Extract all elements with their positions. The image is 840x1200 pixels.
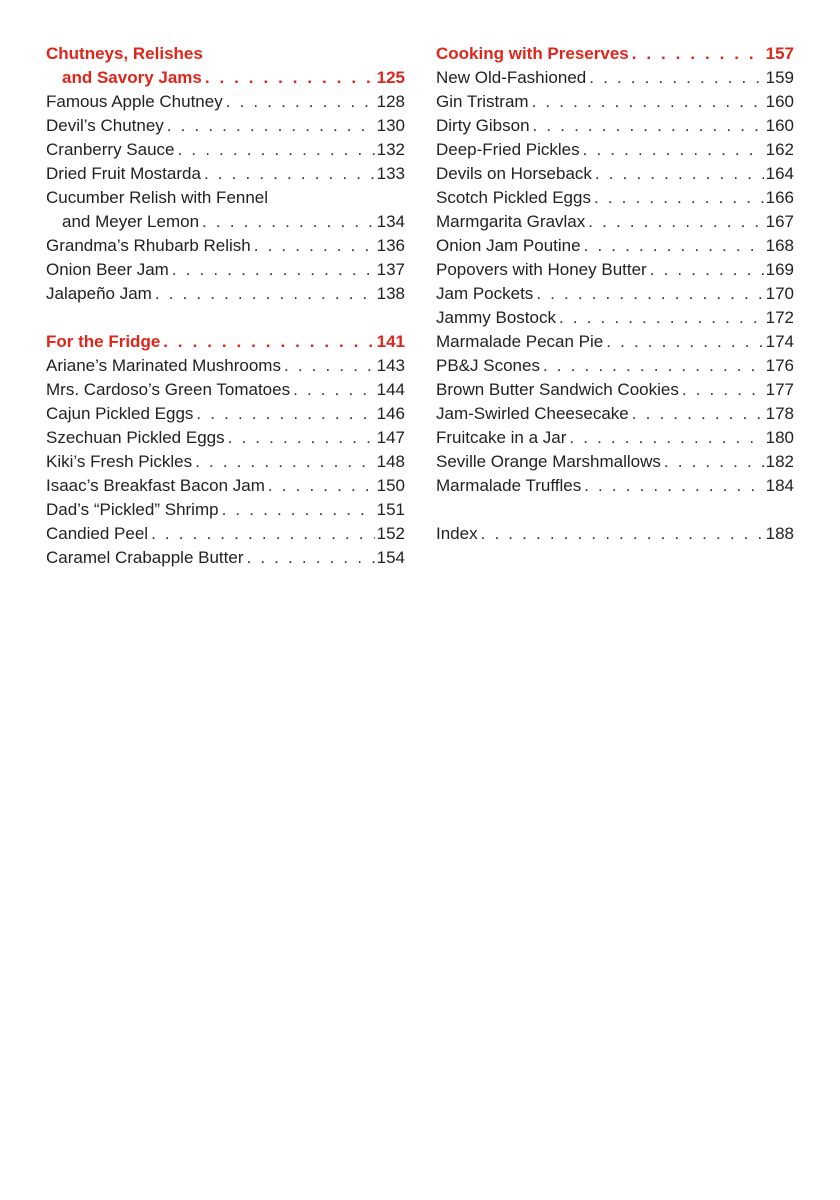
toc-entry[interactable] [436, 378, 794, 402]
page-number: 170 [765, 284, 794, 303]
dot-leader [243, 546, 374, 570]
section-heading-title: For the Fridge [46, 332, 161, 351]
toc-entry[interactable] [436, 66, 794, 90]
dot-leader [202, 66, 375, 90]
toc-entry[interactable] [46, 402, 405, 426]
page-number: 134 [376, 212, 405, 231]
page-number: 130 [376, 116, 405, 135]
page-number: 144 [376, 380, 405, 399]
section-spacer [46, 306, 405, 330]
dot-leader [540, 354, 764, 378]
dot-leader [533, 282, 763, 306]
toc-entry[interactable] [436, 330, 794, 354]
toc-entry[interactable] [46, 258, 405, 282]
entry-title: Deep-Fried Pickles [436, 140, 580, 159]
page-number: 168 [765, 236, 794, 255]
dot-leader [603, 330, 763, 354]
page-number: 137 [376, 260, 405, 279]
toc-entry[interactable] [46, 378, 405, 402]
toc-entry[interactable] [46, 474, 405, 498]
toc-entry[interactable] [436, 354, 794, 378]
toc-entry[interactable] [436, 450, 794, 474]
entry-title: Cajun Pickled Eggs [46, 404, 194, 423]
entry-title: Marmalade Truffles [436, 476, 582, 495]
dot-leader [169, 258, 375, 282]
toc-entry[interactable] [436, 234, 794, 258]
page-number: 176 [765, 356, 794, 375]
dot-leader [529, 90, 764, 114]
toc-entry[interactable] [436, 306, 794, 330]
dot-leader [629, 42, 764, 66]
toc-entry[interactable] [436, 402, 794, 426]
toc-entry-index[interactable] [436, 522, 794, 546]
page-number: 125 [376, 68, 405, 87]
dot-leader [152, 282, 375, 306]
page-number: 164 [765, 164, 794, 183]
entry-title: PB&J Scones [436, 356, 540, 375]
entry-title: Gin Tristram [436, 92, 529, 111]
page-number: 132 [376, 140, 405, 159]
dot-leader [225, 426, 375, 450]
page-number: 147 [376, 428, 405, 447]
toc-entry[interactable] [436, 210, 794, 234]
page-number: 169 [765, 260, 794, 279]
section-heading-line [46, 42, 405, 66]
toc-entry[interactable] [436, 138, 794, 162]
dot-leader [647, 258, 764, 282]
page-number: 154 [376, 548, 405, 567]
entry-title: Isaac’s Breakfast Bacon Jam [46, 476, 265, 495]
page-number: 160 [765, 116, 794, 135]
toc-entry[interactable] [436, 90, 794, 114]
page-number: 128 [376, 92, 405, 111]
page-number: 141 [376, 332, 405, 351]
page-number: 157 [765, 44, 794, 63]
section-heading-title: and Savory Jams [62, 68, 202, 87]
toc-entry[interactable] [46, 234, 405, 258]
dot-leader [592, 162, 764, 186]
page-number: 138 [376, 284, 405, 303]
toc-entry[interactable] [436, 186, 794, 210]
page-number: 150 [376, 476, 405, 495]
entry-title: Jammy Bostock [436, 308, 556, 327]
page-number: 133 [376, 164, 405, 183]
toc-entry[interactable] [46, 498, 405, 522]
page-number: 152 [376, 524, 405, 543]
dot-leader [175, 138, 375, 162]
page-number: 172 [765, 308, 794, 327]
page-number: 162 [765, 140, 794, 159]
dot-leader [530, 114, 764, 138]
page-number: 146 [376, 404, 405, 423]
entry-title: Devils on Horseback [436, 164, 592, 183]
entry-title: Famous Apple Chutney [46, 92, 223, 111]
toc-entry[interactable] [436, 474, 794, 498]
toc-entry[interactable] [46, 210, 405, 234]
dot-leader [164, 114, 375, 138]
entry-title: Index [436, 524, 478, 543]
entry-title: Jam-Swirled Cheesecake [436, 404, 629, 423]
entry-title: Jam Pockets [436, 284, 534, 303]
dot-leader [251, 234, 375, 258]
toc-left-column [46, 42, 405, 570]
toc-entry-line [46, 186, 405, 210]
dot-leader [160, 330, 374, 354]
dot-leader [223, 90, 375, 114]
entry-title: Onion Beer Jam [46, 260, 169, 279]
page-number: 180 [765, 428, 794, 447]
toc-entry[interactable] [46, 354, 405, 378]
entry-title: and Meyer Lemon [62, 212, 200, 231]
toc-entry[interactable] [46, 282, 405, 306]
dot-leader [201, 162, 375, 186]
entry-title: Marmgarita Gravlax [436, 212, 586, 231]
page-number: 166 [765, 188, 794, 207]
entry-title: Fruitcake in a Jar [436, 428, 567, 447]
page-number: 188 [765, 524, 794, 543]
entry-title: Seville Orange Marshmallows [436, 452, 661, 471]
dot-leader [581, 234, 764, 258]
toc-entry[interactable] [436, 162, 794, 186]
toc-entry[interactable] [46, 162, 405, 186]
entry-title: Szechuan Pickled Eggs [46, 428, 225, 447]
entry-title: Cucumber Relish with Fennel [46, 188, 269, 207]
dot-leader [591, 186, 764, 210]
toc-entry[interactable] [436, 282, 794, 306]
entry-title: Caramel Crabapple Butter [46, 548, 244, 567]
dot-leader [219, 498, 375, 522]
dot-leader [192, 450, 375, 474]
section-heading[interactable] [46, 330, 405, 354]
dot-leader [566, 426, 763, 450]
page-number: 177 [765, 380, 794, 399]
toc-entry[interactable] [436, 426, 794, 450]
entry-title: Scotch Pickled Eggs [436, 188, 591, 207]
section-spacer [436, 498, 794, 522]
entry-title: Kiki’s Fresh Pickles [46, 452, 193, 471]
page-number: 159 [765, 68, 794, 87]
dot-leader [290, 378, 375, 402]
entry-title: Dried Fruit Mostarda [46, 164, 201, 183]
toc-entry[interactable] [436, 258, 794, 282]
toc-entry[interactable] [46, 546, 405, 570]
section-heading-title: Chutneys, Relishes [46, 44, 203, 63]
entry-title: Dad’s “Pickled” Shrimp [46, 500, 219, 519]
toc-entry[interactable] [46, 138, 405, 162]
page-number: 178 [765, 404, 794, 423]
dot-leader [556, 306, 764, 330]
dot-leader [478, 522, 764, 546]
entry-title: Grandma’s Rhubarb Relish [46, 236, 251, 255]
page-number: 160 [765, 92, 794, 111]
page-number: 148 [376, 452, 405, 471]
toc-entry[interactable] [46, 450, 405, 474]
page-number: 167 [765, 212, 794, 231]
dot-leader [265, 474, 375, 498]
entry-title: Candied Peel [46, 524, 149, 543]
entry-title: Ariane’s Marinated Mushrooms [46, 356, 281, 375]
dot-leader [193, 402, 374, 426]
page-number: 151 [376, 500, 405, 519]
dot-leader [585, 210, 763, 234]
page-number: 182 [765, 452, 794, 471]
dot-leader [148, 522, 375, 546]
entry-title: Brown Butter Sandwich Cookies [436, 380, 679, 399]
page-number: 136 [376, 236, 405, 255]
entry-title: Marmalade Pecan Pie [436, 332, 604, 351]
toc-entry[interactable] [436, 114, 794, 138]
dot-leader [199, 210, 375, 234]
dot-leader [629, 402, 764, 426]
dot-leader [679, 378, 764, 402]
entry-title: Cranberry Sauce [46, 140, 175, 159]
entry-title: New Old-Fashioned [436, 68, 587, 87]
page-number: 143 [376, 356, 405, 375]
entry-title: Jalapeño Jam [46, 284, 152, 303]
toc-entry[interactable] [46, 114, 405, 138]
entry-title: Mrs. Cardoso’s Green Tomatoes [46, 380, 291, 399]
section-heading[interactable] [436, 42, 794, 66]
dot-leader [281, 354, 375, 378]
entry-title: Popovers with Honey Butter [436, 260, 647, 279]
entry-title: Dirty Gibson [436, 116, 530, 135]
section-heading-title: Cooking with Preserves [436, 44, 629, 63]
dot-leader [580, 138, 764, 162]
page-number: 174 [765, 332, 794, 351]
entry-title: Devil’s Chutney [46, 116, 164, 135]
dot-leader [661, 450, 764, 474]
toc-entry[interactable] [46, 90, 405, 114]
toc-entry[interactable] [46, 426, 405, 450]
toc-entry[interactable] [46, 522, 405, 546]
page-number: 184 [765, 476, 794, 495]
entry-title: Onion Jam Poutine [436, 236, 581, 255]
dot-leader [586, 66, 763, 90]
toc-right-column [436, 42, 794, 546]
dot-leader [581, 474, 763, 498]
section-heading[interactable] [46, 66, 405, 90]
